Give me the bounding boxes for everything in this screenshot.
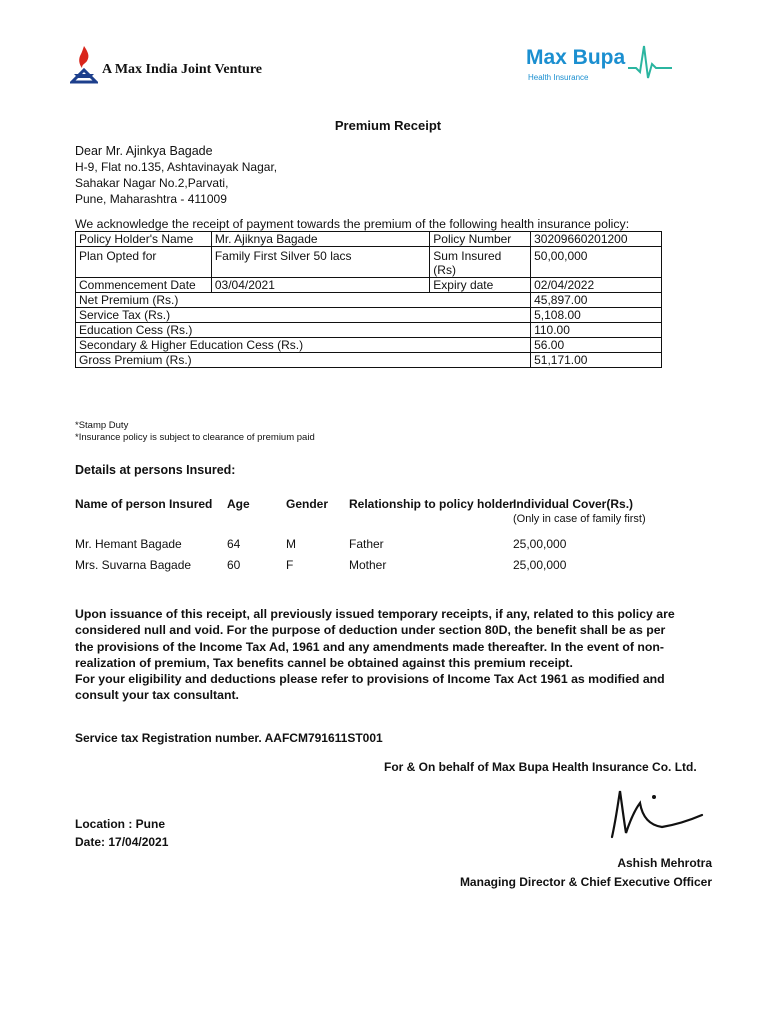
terms-paragraph: For your eligibility and deductions please refer to provisions of Income Tax Act 1961 as modified and consult your tax consultant. <box>75 672 665 703</box>
terms-paragraph: Upon issuance of this receipt, all previously issued temporary receipts, if any, related to this policy are considered null and void. For the purpose of deduction under section 80D, the benefit shall be as per the provisions of the Income Tax Ad, 1961 and any amendments made thereafter. In the event of non-realization of premium, Tax benefits cannel be obtained against this premium receipt. <box>75 607 675 670</box>
heartbeat-icon <box>628 42 674 82</box>
cell-value: Family First Silver 50 lacs <box>211 247 429 278</box>
insured-age: 60 <box>227 558 241 572</box>
cell-value: 50,00,000 <box>531 247 662 278</box>
table-row <box>76 293 662 308</box>
column-subheader-cover: (Only in case of family first) <box>513 513 646 525</box>
page-title: Premium Receipt <box>334 118 442 133</box>
cell-value: 110.00 <box>531 323 662 338</box>
table-row <box>76 278 662 293</box>
cell-label: Commencement Date <box>76 278 212 293</box>
signer-title: Managing Director & Chief Executive Officer <box>459 875 712 889</box>
column-header-cover: Individual Cover(Rs.) <box>513 497 634 511</box>
table-row <box>76 323 662 338</box>
address-block <box>75 143 277 207</box>
max-india-logo <box>70 44 270 88</box>
table-row <box>76 353 662 368</box>
cell-value: 51,171.00 <box>531 353 662 368</box>
salutation: Dear Mr. Ajinkya Bagade <box>75 144 213 158</box>
policy-table <box>75 231 662 368</box>
insured-relationship: Mother <box>349 558 387 572</box>
table-row <box>76 338 662 353</box>
max-bupa-logo <box>524 42 674 88</box>
cell-value: 56.00 <box>531 338 662 353</box>
cell-label: Expiry date <box>430 278 531 293</box>
terms-text <box>75 606 675 704</box>
cell-value: 45,897.00 <box>531 293 662 308</box>
cell-value: 30209660201200 <box>531 232 662 247</box>
cell-value: 03/04/2021 <box>211 278 429 293</box>
column-header-relationship: Relationship to policy holder <box>349 497 514 511</box>
cell-value: 02/04/2022 <box>531 278 662 293</box>
brand-name: Max Bupa <box>526 46 626 69</box>
location-date <box>75 815 168 851</box>
date: Date: 17/04/2021 <box>75 835 169 849</box>
insured-name: Mrs. Suvarna Bagade <box>75 558 192 572</box>
cell-value: Mr. Ajiknya Bagade <box>211 232 429 247</box>
insured-heading: Details at persons Insured: <box>75 463 236 477</box>
table-row <box>76 247 662 278</box>
insured-gender: M <box>286 537 296 551</box>
table-row <box>76 232 662 247</box>
joint-venture-text: A Max India Joint Venture <box>102 62 262 77</box>
cell-value: 5,108.00 <box>531 308 662 323</box>
cell-label: Gross Premium (Rs.) <box>76 353 531 368</box>
signature <box>604 785 704 845</box>
insured-name: Mr. Hemant Bagade <box>75 537 182 551</box>
cell-label: Sum Insured (Rs) <box>430 247 531 278</box>
cell-label: Policy Holder's Name <box>76 232 212 247</box>
footnotes <box>75 420 315 444</box>
column-header-name: Name of person Insured <box>75 497 213 511</box>
on-behalf-text: For & On behalf of Max Bupa Health Insurance Co. Ltd. <box>384 760 697 774</box>
column-header-gender: Gender <box>286 497 329 511</box>
insured-cover: 25,00,000 <box>513 558 567 572</box>
cell-label: Plan Opted for <box>76 247 212 278</box>
cell-label: Net Premium (Rs.) <box>76 293 531 308</box>
address-line: Pune, Maharashtra - 411009 <box>75 192 227 206</box>
signer-name: Ashish Mehrotra <box>617 856 712 870</box>
insured-gender: F <box>286 558 294 572</box>
service-tax-registration: Service tax Registration number. AAFCM791611ST001 <box>75 731 383 745</box>
insured-relationship: Father <box>349 537 384 551</box>
cell-label: Service Tax (Rs.) <box>76 308 531 323</box>
flame-icon <box>70 44 98 86</box>
cell-label: Education Cess (Rs.) <box>76 323 531 338</box>
brand-subtitle: Health Insurance <box>528 73 589 82</box>
footnote: *Insurance policy is subject to clearance of premium paid <box>75 432 315 443</box>
address-line: H-9, Flat no.135, Ashtavinayak Nagar, <box>75 160 278 174</box>
location: Location : Pune <box>75 817 165 831</box>
table-row <box>76 308 662 323</box>
footnote: *Stamp Duty <box>75 420 129 431</box>
insured-cover: 25,00,000 <box>513 537 567 551</box>
address-line: Sahakar Nagar No.2,Parvati, <box>75 176 229 190</box>
cell-label: Secondary & Higher Education Cess (Rs.) <box>76 338 531 353</box>
column-header-age: Age <box>227 497 250 511</box>
cell-label: Policy Number <box>430 232 531 247</box>
acknowledgement-text: We acknowledge the receipt of payment towards the premium of the following health insurance policy: <box>75 217 630 231</box>
insured-age: 64 <box>227 537 241 551</box>
signatory <box>460 854 712 892</box>
